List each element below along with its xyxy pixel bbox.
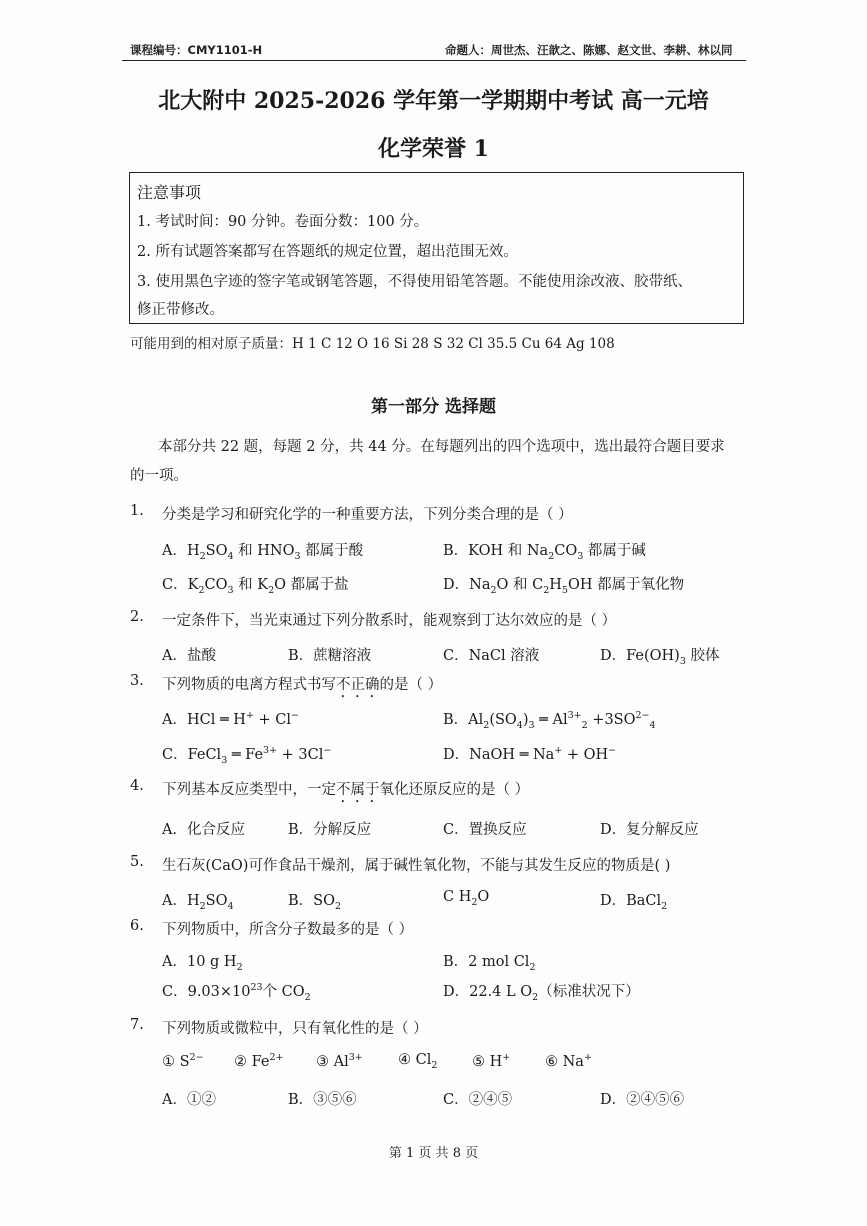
q1-option-d: D．$Na_2O$ 和 $C_2H_5OH$ 都属于氧化物: [443, 577, 685, 596]
q7-species-1: ① $S^{2-}$: [162, 1052, 204, 1070]
q4-option-a: A．化合反应: [162, 822, 245, 838]
section-intro-1: 本部分共 22 题，每题 2 分，共 44 分。在每题列出的四个选项中，选出最符合题目要求: [158, 439, 725, 455]
q3-stem: 下列物质的电离方程式书写不正确的是（ ）: [162, 677, 443, 693]
q4-option-b: B．分解反应: [288, 822, 372, 838]
q7-species-6: ⑥ Na+: [545, 1052, 592, 1070]
exam-subtitle: 化学荣誉 1: [378, 136, 489, 162]
q3-option-d: D．NaOH ═ Na+ + OH−: [443, 745, 617, 763]
q6-option-d: D．22.4 L $O_2$（标准状况下）: [443, 984, 640, 1003]
notice-item-1: 1. 考试时间：90 分钟。卷面分数：100 分。: [137, 214, 429, 230]
q4-option-c: C．置换反应: [443, 822, 527, 838]
q1-option-b: B．KOH 和 $Na_2CO_3$ 都属于碱: [443, 543, 646, 562]
header-rule: [122, 60, 746, 61]
q1-number: 1.: [130, 503, 144, 519]
q2-number: 2.: [130, 609, 144, 625]
q5-stem: 生石灰(CaO)可作食品干燥剂，属于碱性氧化物，不能与其发生反应的物质是( ): [162, 858, 671, 874]
q4-number: 4.: [130, 778, 144, 794]
q1-stem: 分类是学习和研究化学的一种重要方法，下列分类合理的是（ ）: [162, 507, 573, 523]
notice-item-3: 3. 使用黑色字迹的签字笔或钢笔答题，不得使用铅笔答题。不能使用涂改液、胶带纸、: [137, 274, 692, 290]
q6-option-a: A．10 g $H_2$: [162, 954, 243, 973]
q3-option-a: A．HCl ═ H+ + Cl−: [162, 710, 299, 728]
q3-number: 3.: [130, 673, 144, 689]
course-code: 课程编号：CMY1101-H: [130, 43, 263, 57]
q1-option-c: C．$K_2CO_3$ 和 $K_2O$ 都属于盐: [162, 577, 349, 596]
notice-heading: 注意事项: [137, 183, 202, 202]
q2-option-a: A．盐酸: [162, 648, 216, 664]
q4-stem: 下列基本反应类型中，一定不属于氧化还原反应的是（ ）: [162, 782, 530, 798]
q7-option-d: D．②④⑤⑥: [600, 1092, 685, 1108]
q7-option-a: A．①②: [162, 1092, 216, 1108]
q2-stem: 一定条件下，当光束通过下列分散系时，能观察到丁达尔效应的是（ ）: [162, 613, 617, 629]
exam-authors: 命题人：周世杰、汪歆之、陈娜、赵文世、李耕、林以同: [445, 43, 733, 57]
q2-option-d: D．$Fe(OH)_3$ 胶体: [600, 648, 720, 667]
section-intro-2: 的一项。: [130, 468, 188, 484]
q3-option-c: C．FeCl$_3$ ═ $Fe^{3+} + 3Cl^-$: [162, 745, 332, 766]
q5-number: 5.: [130, 854, 144, 870]
notice-item-2: 2. 所有试题答案都写在答题纸的规定位置，超出范围无效。: [137, 244, 518, 260]
q1-option-a: A．$H_2SO_4$ 和 $HNO_3$ 都属于酸: [162, 543, 364, 562]
q5-option-d: D．BaCl$_2$: [600, 893, 668, 912]
q6-stem: 下列物质中，所含分子数最多的是（ ）: [162, 922, 414, 938]
q7-species-2: ② $Fe^{2+}$: [234, 1052, 284, 1070]
q7-species-4: ④ $Cl_2$: [398, 1052, 438, 1071]
q2-option-c: C．NaCl 溶液: [443, 648, 540, 664]
notice-item-4: 修正带修改。: [137, 302, 224, 318]
page-footer: 第 1 页 共 8 页: [388, 1146, 479, 1161]
q5-option-c: C $H_2O$: [443, 889, 490, 908]
q7-option-c: C．②④⑤: [443, 1092, 513, 1108]
section-title: 第一部分 选择题: [371, 397, 496, 417]
q7-option-b: B．③⑤⑥: [288, 1092, 357, 1108]
q4-option-d: D．复分解反应: [600, 822, 699, 838]
q5-option-a: A．$H_2SO_4$: [162, 893, 234, 912]
q7-species-5: ⑤ H+: [472, 1052, 511, 1070]
q3-option-b: B．$Al_2(SO_4)_3$ ═ $Al^{3+}_2 +3SO^{2-}_4$: [443, 710, 656, 731]
q5-option-b: B．$SO_2$: [288, 893, 342, 912]
exam-title: 北大附中 2025-2026 学年第一学期期中考试 高一元培: [158, 88, 709, 114]
q6-option-b: B．2 mol $Cl_2$: [443, 954, 536, 973]
q7-stem: 下列物质或微粒中，只有氧化性的是（ ）: [162, 1021, 428, 1037]
q2-option-b: B．蔗糖溶液: [288, 648, 372, 664]
atomic-mass-line: 可能用到的相对原子质量：H 1 C 12 O 16 Si 28 S 32 Cl 35.5 Cu 64 Ag 108: [130, 336, 615, 352]
q6-number: 6.: [130, 918, 144, 934]
q7-number: 7.: [130, 1017, 144, 1033]
q6-option-c: C．$9.03\times 10^{23}$个 $CO_2$: [162, 982, 311, 1003]
q7-species-3: ③ $Al^{3+}$: [316, 1052, 363, 1070]
